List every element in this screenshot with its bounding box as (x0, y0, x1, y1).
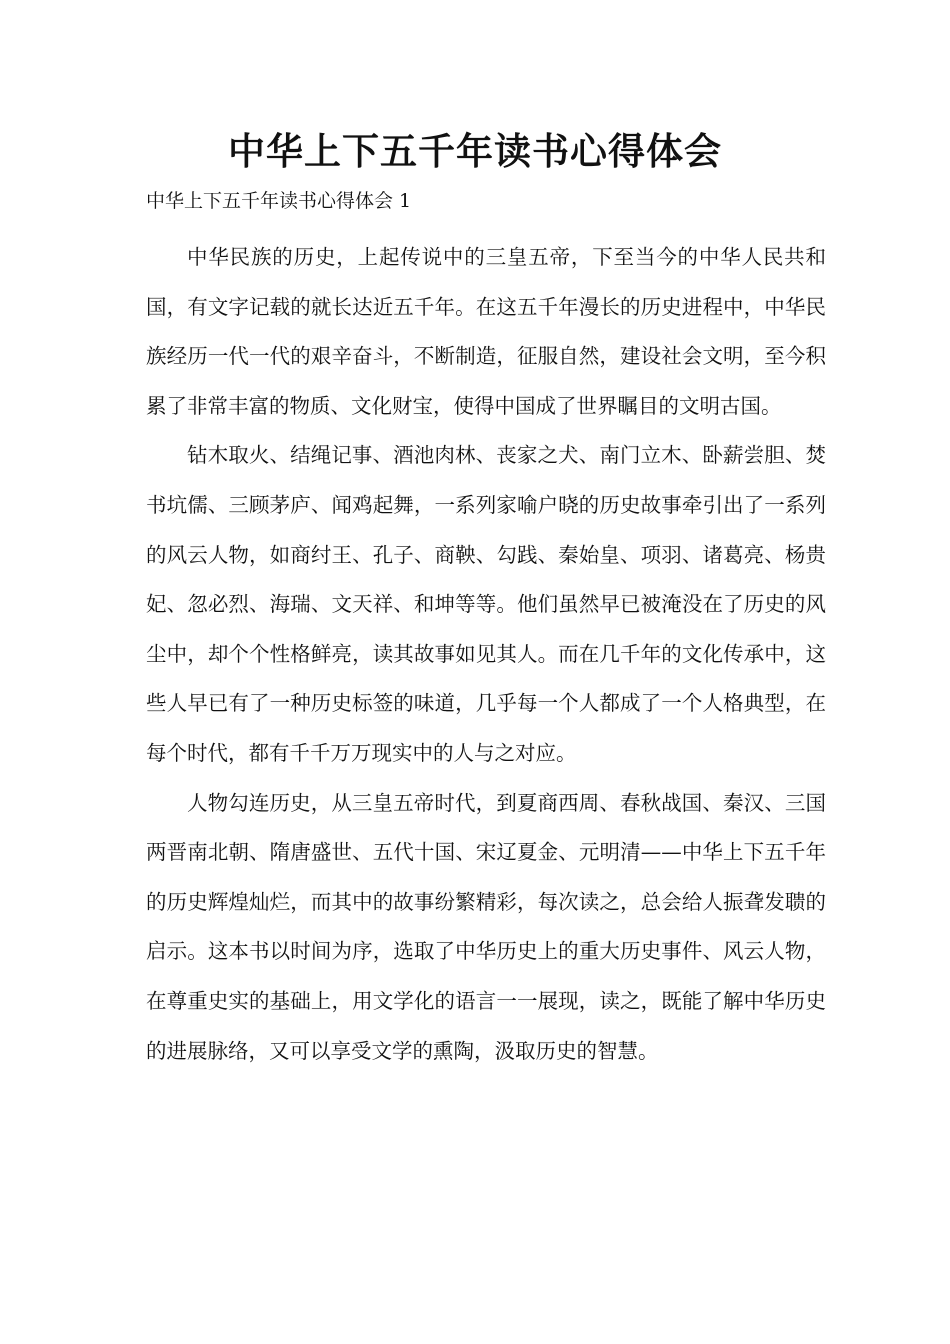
paragraph: 钻木取火、结绳记事、酒池肉林、丧家之犬、南门立木、卧薪尝胆、焚书坑儒、三顾茅庐、闻鸡起舞，一系列家喻户晓的历史故事牵引出了一系列的风云人物，如商纣王、孔子、商鞅、勾践、秦始皇、项羽、诸葛亮、杨贵妃、忽必烈、海瑞、文天祥、和坤等等。他们虽然早已被淹没在了历史的风尘中，却个个性格鲜亮，读其故事如见其人。而在几千年的文化传承中，这些人早已有了一种历史标签的味道，几乎每一个人都成了一个人格典型，在每个时代，都有千千万万现实中的人与之对应。 (146, 443, 826, 765)
document-subtitle: 中华上下五千年读书心得体会 1 (146, 190, 412, 212)
document-body (146, 233, 826, 1076)
document-title: 中华上下五千年读书心得体会 (228, 130, 722, 173)
paragraph: 中华民族的历史，上起传说中的三皇五帝，下至当今的中华人民共和国，有文字记载的就长达近五千年。在这五千年漫长的历史进程中，中华民族经历一代一代的艰辛奋斗，不断制造，征服自然，建设社会文明，至今积累了非常丰富的物质、文化财宝，使得中国成了世界瞩目的文明古国。 (146, 245, 826, 418)
paragraph: 人物勾连历史，从三皇五帝时代，到夏商西周、春秋战国、秦汉、三国两晋南北朝、隋唐盛世、五代十国、宋辽夏金、元明清——中华上下五千年的历史辉煌灿烂，而其中的故事纷繁精彩，每次读之，总会给人振聋发聩的启示。这本书以时间为序，选取了中华历史上的重大历史事件、风云人物，在尊重史实的基础上，用文学化的语言一一展现，读之，既能了解中华历史的进展脉络，又可以享受文学的熏陶，汲取历史的智慧。 (146, 790, 826, 1063)
